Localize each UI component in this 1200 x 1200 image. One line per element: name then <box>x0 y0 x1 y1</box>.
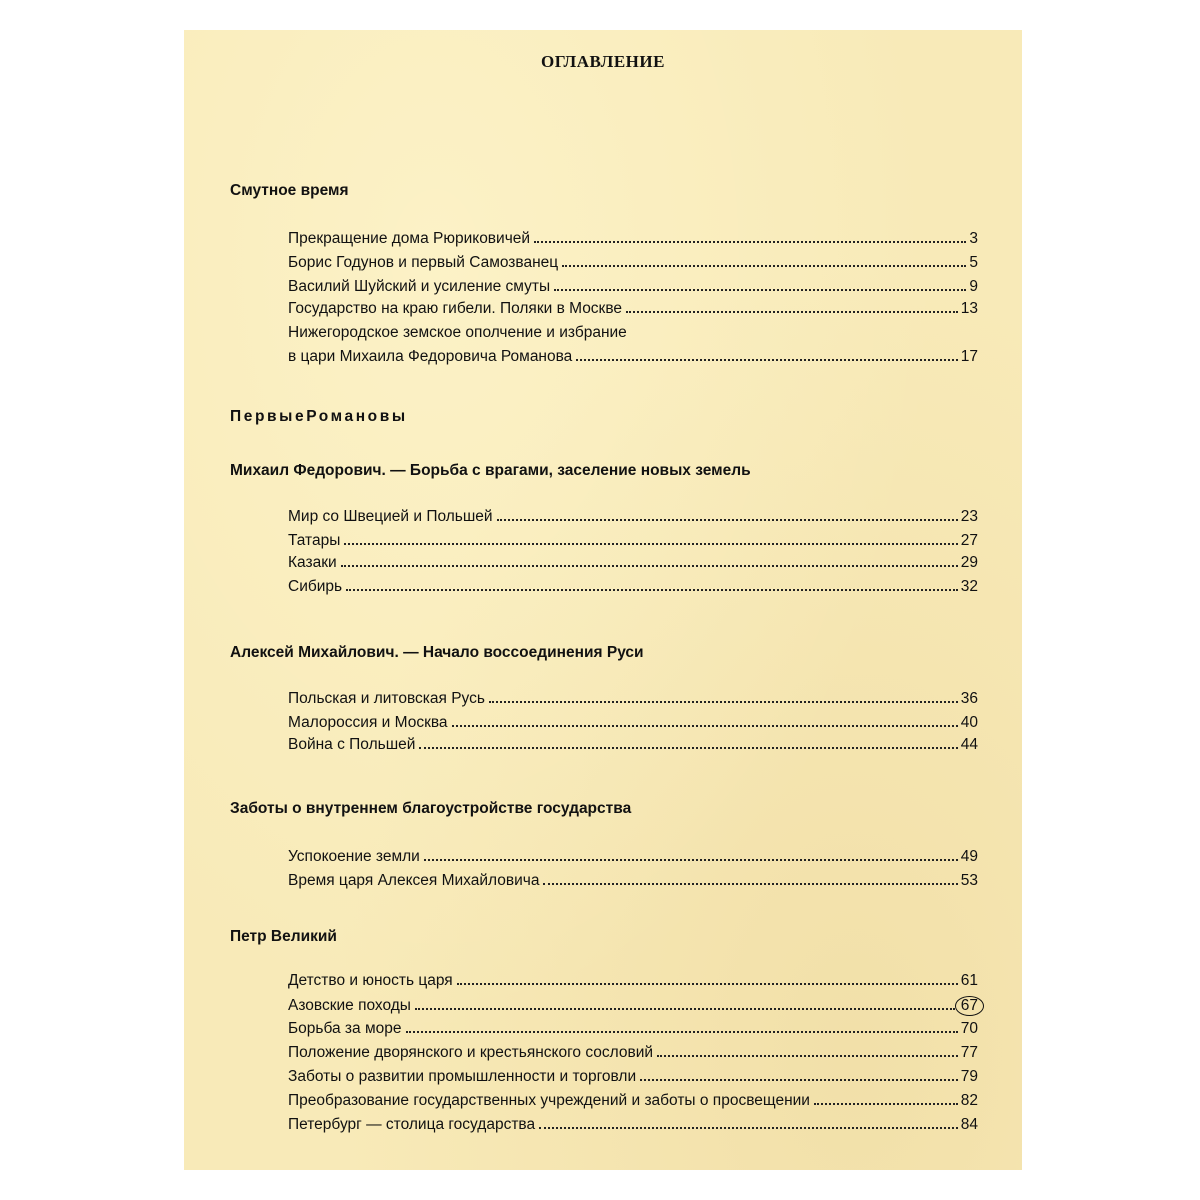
toc-entry-title: Борьба за море <box>288 1020 402 1037</box>
dot-leader <box>640 1079 958 1081</box>
toc-entry <box>288 714 978 736</box>
dot-leader <box>562 265 966 267</box>
section-heading-peter: Петр Великий <box>230 928 337 945</box>
toc-entry-title: Успокоение земли <box>288 848 420 865</box>
toc-entry-title: Положение дворянского и крестьянского сословий <box>288 1044 654 1061</box>
toc-entry-title: Петербург — столица государства <box>288 1116 536 1133</box>
dot-leader <box>419 747 957 749</box>
toc-entry-page: 32 <box>960 578 978 595</box>
toc-entry-title: Сибирь <box>288 578 343 595</box>
toc-entry-page: 40 <box>960 714 978 731</box>
toc-entry-title: Государство на краю гибели. Поляки в Москве <box>288 300 623 317</box>
toc-entry-title: Казаки <box>288 554 337 571</box>
toc-entry <box>288 532 978 554</box>
dot-leader <box>626 311 958 313</box>
section-heading-alexei: Алексей Михайлович. — Начало воссоединения Руси <box>230 644 644 661</box>
toc-entry <box>288 578 978 600</box>
toc-entry <box>288 508 978 530</box>
toc-entry <box>288 1068 978 1090</box>
toc-entry-title: Азовские походы <box>288 997 411 1014</box>
toc-entry-page: 13 <box>960 300 978 317</box>
toc-entry <box>288 872 978 894</box>
toc-entry-title: Борис Годунов и первый Самозванец <box>288 254 559 271</box>
toc-entry-page: 23 <box>960 508 978 525</box>
toc-entry-title: Малороссия и Москва <box>288 714 448 731</box>
toc-entry <box>288 972 978 994</box>
dot-leader <box>346 589 958 591</box>
dot-leader <box>539 1127 958 1129</box>
toc-entry <box>288 1116 978 1138</box>
toc-entry-title: Детство и юность царя <box>288 972 453 989</box>
toc-entry <box>288 554 978 576</box>
toc-entry <box>288 278 978 300</box>
toc-entry <box>288 1092 978 1114</box>
dot-leader <box>424 859 958 861</box>
toc-entry <box>288 1020 978 1042</box>
toc-entry <box>288 254 978 276</box>
dot-leader <box>415 1008 955 1010</box>
toc-entry-page: 49 <box>960 848 978 865</box>
toc-entry-page: 53 <box>960 872 978 889</box>
toc-entry-title: Преобразование государственных учреждений и заботы о просвещении <box>288 1092 810 1109</box>
dot-leader <box>497 519 958 521</box>
book-page <box>184 30 1022 1170</box>
section-heading-internal-affairs: Заботы о внутреннем благоустройстве государства <box>230 800 632 817</box>
toc-entry-title: Татары <box>288 532 341 549</box>
toc-entry-page: 77 <box>960 1044 978 1061</box>
page-title: ОГЛАВЛЕНИЕ <box>541 52 665 71</box>
toc-entry <box>288 848 978 870</box>
toc-entry-page: 82 <box>960 1092 978 1109</box>
toc-entry-title: Война с Польшей <box>288 736 416 753</box>
dot-leader <box>452 725 958 727</box>
toc-entry-title: Мир со Швецией и Польшей <box>288 508 493 525</box>
dot-leader <box>489 701 958 703</box>
toc-entry-page: 61 <box>960 972 978 989</box>
section-heading-troubles: Смутное время <box>230 182 349 199</box>
toc-entry <box>288 1044 978 1066</box>
dot-leader <box>657 1055 958 1057</box>
dot-leader <box>534 241 966 243</box>
section-heading-mikhail: Михаил Федорович. — Борьба с врагами, заселение новых земель <box>230 462 751 479</box>
dot-leader <box>406 1031 958 1033</box>
toc-entry-page: 36 <box>960 690 978 707</box>
toc-entry-page: 79 <box>960 1068 978 1085</box>
dot-leader <box>344 543 957 545</box>
toc-entry-title: Польская и литовская Русь <box>288 690 485 707</box>
dot-leader <box>341 565 958 567</box>
toc-entry-page: 84 <box>960 1116 978 1133</box>
toc-entry-title-line1: Нижегородское земское ополчение и избрание <box>288 324 627 341</box>
toc-entry-page: 5 <box>969 254 978 271</box>
toc-entry-page-circled: 67 <box>955 996 984 1016</box>
toc-entry <box>288 300 978 322</box>
toc-entry-page: 70 <box>960 1020 978 1037</box>
dot-leader <box>576 359 957 361</box>
toc-entry-title: Прекращение дома Рюриковичей <box>288 230 531 247</box>
toc-entry-page: 9 <box>969 278 978 295</box>
toc-entry <box>288 230 978 252</box>
toc-entry-title: Заботы о развитии промышленности и торговли <box>288 1068 637 1085</box>
section-heading-first-romanovs: ПервыеРомановы <box>230 408 408 425</box>
dot-leader <box>543 883 957 885</box>
toc-entry <box>288 736 978 758</box>
toc-entry-page: 27 <box>960 532 978 549</box>
toc-entry <box>288 996 978 1018</box>
toc-entry-page: 44 <box>960 736 978 753</box>
dot-leader <box>814 1103 958 1105</box>
toc-entry <box>288 348 978 370</box>
toc-entry-title: Василий Шуйский и усиление смуты <box>288 278 551 295</box>
dot-leader <box>554 289 966 291</box>
toc-entry-page: 17 <box>960 348 978 365</box>
dot-leader <box>457 983 958 985</box>
toc-entry-title: в цари Михаила Федоровича Романова <box>288 348 573 365</box>
toc-entry-title: Время царя Алексея Михайловича <box>288 872 540 889</box>
toc-entry-page: 3 <box>969 230 978 247</box>
toc-entry <box>288 690 978 712</box>
toc-entry-page: 29 <box>960 554 978 571</box>
